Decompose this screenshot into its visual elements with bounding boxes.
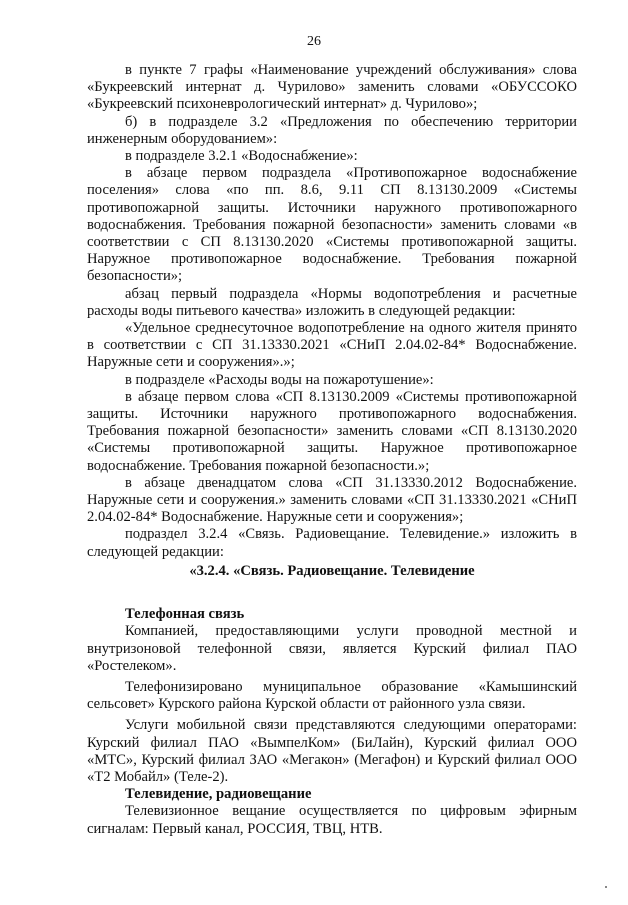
paragraph: в абзаце первом слова «СП 8.13130.2009 «Системы противопожарной защиты. Источники наружного противопожарного водоснабжения. Требования пожарной безопасности» заменить словами «СП 8.13130.2020 «Системы противопожарной защиты. Наружное противопожарное водоснабжение. Требования пожарной безопасности.»; [87, 388, 577, 474]
paragraph: в подразделе 3.2.1 «Водоснабжение»: [125, 148, 358, 165]
paragraph: «Удельное среднесуточное водопотребление на одного жителя принято в соответствии с СП 31.13330.2021 «СНиП 2.04.02-84* Водоснабжение. Наружные сети и сооружения».»; [87, 320, 577, 371]
paragraph: в абзаце первом подраздела «Противопожарное водоснабжение поселения» слова «по пп. 8.6, 9.11 СП 8.13130.2009 «Системы противопожарной защиты. Источники наружного противопожарного водоснабжения. Требования пожарной безопасности» заменить словами «в соответствии с СП 8.13130.2020 «Системы противопожарной защиты. Наружное противопожарное водоснабжение. Требования пожарной безопасности»; [87, 165, 577, 285]
subheading-phone: Телефонная связь [125, 606, 245, 623]
paragraph: в пункте 7 графы «Наименование учреждений обслуживания» слова «Букреевский интернат д. Чурилово» заменить словами «ОБУССОКО «Букреевский психоневрологический интернат» д. Чурилово»; [87, 62, 577, 113]
paragraph: в подразделе «Расходы воды на пожаротушение»: [125, 371, 434, 388]
paragraph: абзац первый подраздела «Нормы водопотребления и расчетные расходы воды питьевого качества» изложить в следующей редакции: [87, 285, 577, 319]
document-body [87, 62, 577, 838]
paragraph: Телевизионное вещание осуществляется по цифровым эфирным сигналам: Первый канал, РОССИЯ, ТВЦ, НТВ. [87, 803, 577, 837]
page-number: 26 [307, 34, 321, 49]
spacer [87, 580, 577, 606]
subheading-tv: Телевидение, радиовещание [125, 786, 312, 803]
paragraph: б) в подразделе 3.2 «Предложения по обеспечению территории инженерным оборудованием»: [87, 113, 577, 147]
paragraph: Услуги мобильной связи представляются следующими операторами: Курский филиал ПАО «ВымпелКом» (БиЛайн), Курский филиал ООО «МТС», Курский филиал ЗАО «Мегакон» (Мегафон) и Курский филиал ООО «Т2 Мобайл» (Теле-2). [87, 717, 577, 785]
paragraph: Компанией, предоставляющими услуги проводной местной и внутризоновой телефонной связи, является Курский филиал ПАО «Ростелеком». [87, 623, 577, 674]
paragraph: Телефонизировано муниципальное образование «Камышинский сельсовет» Курского района Курской области от районного узла связи. [87, 678, 577, 713]
scan-speck [605, 886, 607, 888]
paragraph: в абзаце двенадцатом слова «СП 31.13330.2012 Водоснабжение. Наружные сети и сооружения.» заменить словами «СП 31.13330.2021 «СНиП 2.04.02-84* Водоснабжение. Наружные сети и сооружения»; [87, 474, 577, 526]
section-heading: «3.2.4. «Связь. Радиовещание. Телевидение [189, 562, 475, 579]
paragraph: подраздел 3.2.4 «Связь. Радиовещание. Телевидение.» изложить в следующей редакции: [87, 526, 577, 560]
